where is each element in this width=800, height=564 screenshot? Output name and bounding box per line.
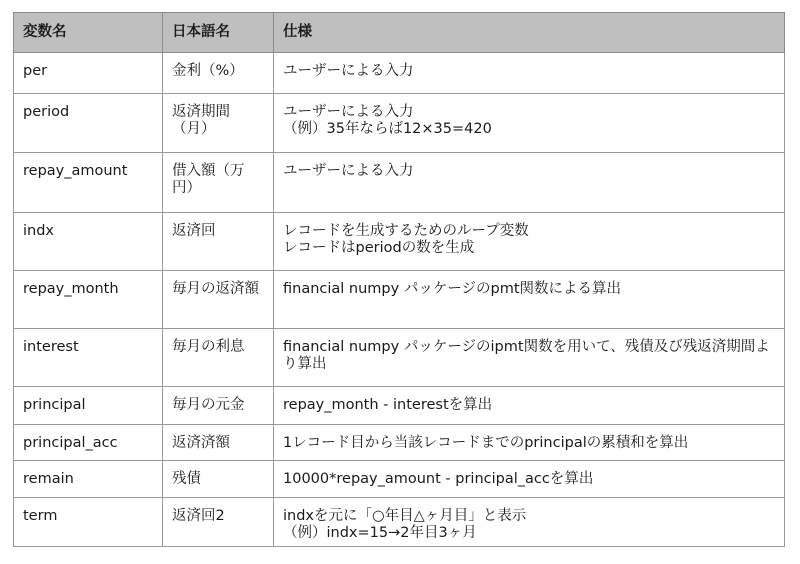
spec-line: ユーザーによる入力 xyxy=(283,163,414,179)
cell-variable-name: repay_amount xyxy=(14,153,163,213)
cell-variable-name: term xyxy=(14,498,163,547)
table-row xyxy=(14,53,785,94)
cell-specification xyxy=(274,498,785,547)
header-variable-name: 変数名 xyxy=(14,13,163,53)
spec-line: レコードはperiodの数を生成 xyxy=(283,240,475,256)
spec-line: （例）35年ならば12×35=420 xyxy=(283,121,492,137)
cell-variable-name: period xyxy=(14,94,163,153)
cell-specification xyxy=(274,94,785,153)
cell-variable-name: remain xyxy=(14,461,163,498)
cell-variable-name: interest xyxy=(14,329,163,387)
cell-japanese-name xyxy=(163,271,274,329)
cell-specification xyxy=(274,329,785,387)
cell-specification xyxy=(274,271,785,329)
table-row xyxy=(14,271,785,329)
header-japanese-name: 日本語名 xyxy=(163,13,274,53)
spec-line: レコードを生成するためのループ変数 xyxy=(283,223,529,239)
cell-japanese-name: 毎月の利息 xyxy=(163,329,274,387)
header-row xyxy=(14,13,785,53)
header-specification: 仕様 xyxy=(274,13,785,53)
cell-japanese-name: 毎月の元金 xyxy=(163,387,274,425)
spec-line: （例）indx=15→2年目3ヶ月 xyxy=(283,525,477,541)
table-row xyxy=(14,387,785,425)
japanese-name-text: 借入額（万円） xyxy=(172,163,245,196)
cell-specification xyxy=(274,461,785,498)
cell-specification xyxy=(274,387,785,425)
table-row xyxy=(14,498,785,547)
table-row xyxy=(14,461,785,498)
spec-line: ユーザーによる入力 xyxy=(283,63,414,79)
cell-japanese-name: 返済回2 xyxy=(163,498,274,547)
cell-japanese-name xyxy=(163,153,274,213)
spec-line: ユーザーによる入力 xyxy=(283,104,414,120)
table-row xyxy=(14,213,785,271)
cell-japanese-name xyxy=(163,94,274,153)
japanese-name-text: 毎月の返済額 xyxy=(172,281,259,297)
table-row xyxy=(14,425,785,461)
cell-variable-name: indx xyxy=(14,213,163,271)
spec-line: repay_month - interestを算出 xyxy=(283,397,493,413)
cell-variable-name: repay_month xyxy=(14,271,163,329)
spec-line: financial numpy パッケージのpmt関数による算出 xyxy=(283,281,622,297)
cell-variable-name: per xyxy=(14,53,163,94)
cell-japanese-name: 金利（%） xyxy=(163,53,274,94)
spec-line: indxを元に「○年目△ヶ月目」と表示 xyxy=(283,508,527,524)
spec-line: 10000*repay_amount - principal_accを算出 xyxy=(283,471,594,487)
cell-japanese-name: 返済回 xyxy=(163,213,274,271)
cell-variable-name: principal_acc xyxy=(14,425,163,461)
table-row xyxy=(14,329,785,387)
table-row xyxy=(14,94,785,153)
cell-japanese-name: 返済済額 xyxy=(163,425,274,461)
spec-line: 1レコード目から当該レコードまでのprincipalの累積和を算出 xyxy=(283,435,689,451)
table-body xyxy=(14,53,785,547)
japanese-name-text: 返済期間（月） xyxy=(172,104,230,137)
spec-line: financial numpy パッケージのipmt関数を用いて、残債及び残返済期間より算出 xyxy=(283,339,770,372)
cell-specification xyxy=(274,153,785,213)
cell-japanese-name: 残債 xyxy=(163,461,274,498)
variable-spec-table xyxy=(13,12,785,547)
cell-specification xyxy=(274,425,785,461)
cell-specification xyxy=(274,213,785,271)
table-header xyxy=(14,13,785,53)
cell-variable-name: principal xyxy=(14,387,163,425)
table-row xyxy=(14,153,785,213)
cell-specification xyxy=(274,53,785,94)
